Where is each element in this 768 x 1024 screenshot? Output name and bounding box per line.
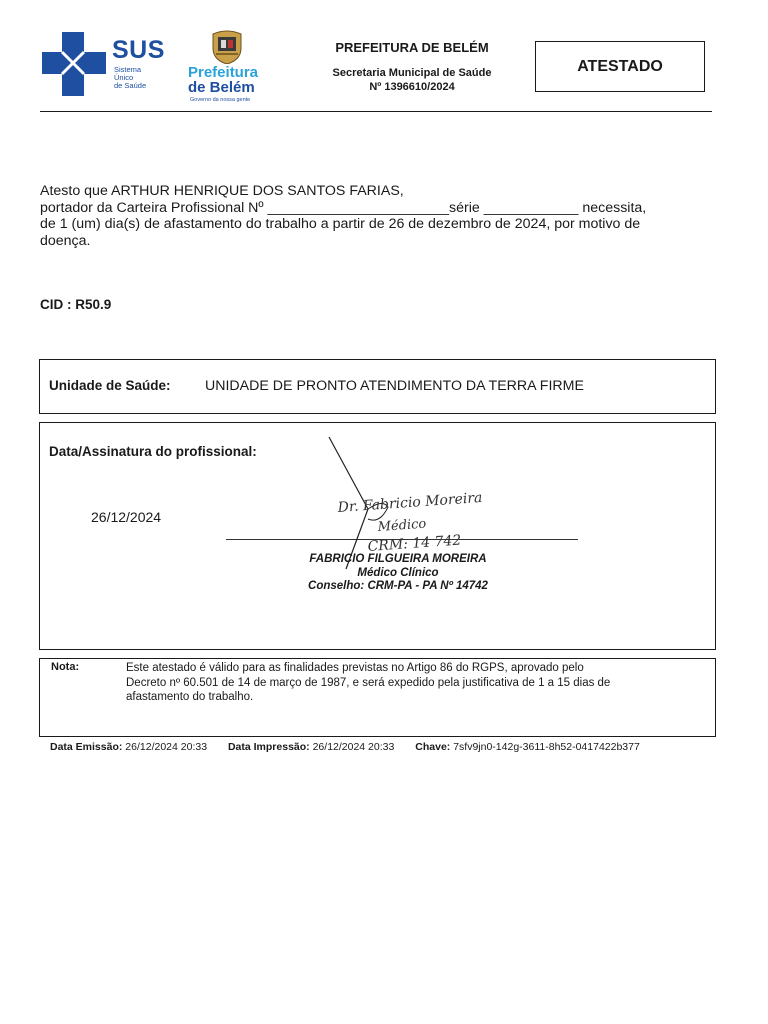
sus-acronym: SUS [112, 36, 165, 64]
document-number: Nº 1396610/2024 [369, 81, 455, 93]
stamp-crm: CRM: 14 742 [367, 532, 462, 555]
prefeitura-logo [186, 28, 268, 106]
note-box [39, 658, 716, 737]
emission-value: 26/12/2024 20:33 [125, 741, 208, 753]
note-label: Nota: [51, 661, 80, 673]
signature-label: Data/Assinatura do profissional: [49, 444, 257, 459]
document-type: ATESTADO [577, 57, 663, 75]
doctor-name: FABRICIO FILGUEIRA MOREIRA [309, 553, 487, 565]
department-name: Secretaria Municipal de Saúde [332, 67, 492, 79]
signature-date: 26/12/2024 [91, 509, 162, 525]
attestation-line: portador da Carteira Profissional Nº _______________________série ____________ necessita, [40, 199, 647, 216]
health-unit-value: UNIDADE DE PRONTO ATENDIMENTO DA TERRA FIRME [205, 378, 584, 394]
prefeitura-logo-tagline: Governo da nossa gente [190, 97, 251, 103]
header-divider [40, 111, 712, 112]
prefeitura-logo-line2: de Belém [188, 79, 255, 96]
prefeitura-logo-line1: Prefeitura [188, 64, 259, 81]
stamp-title: Médico [377, 516, 427, 535]
sus-subtitle: Sistema Único de Saúde [114, 65, 147, 90]
sus-logo [42, 30, 172, 96]
health-unit-label: Unidade de Saúde: [49, 378, 171, 393]
stamp-name: Dr. Fabricio Moreira [337, 489, 483, 516]
key-label: Chave: [415, 741, 451, 753]
attestation-line: de 1 (um) dia(s) de afastamento do trabalho a partir de 26 de dezembro de 2024, por motivo de [40, 216, 641, 232]
attestation-line: Atesto que ARTHUR HENRIQUE DOS SANTOS FARIAS, [40, 183, 404, 199]
note-text: Este atestado é válido para as finalidades previstas no Artigo 86 do RGPS, aprovado pelo Decreto nº 60.501 de 14 de março de 1987, e será expedido pela justificativa de 1 a 15 dias de afastamento do trabalho. [126, 662, 611, 703]
attestation-text [40, 183, 720, 249]
print-label: Data Impressão: [227, 741, 310, 753]
doctor-role: Médico Clínico [357, 567, 439, 579]
header-title: PREFEITURA DE BELÉM [335, 40, 489, 55]
header-subtitle [300, 66, 524, 94]
print-value: 26/12/2024 20:33 [312, 741, 395, 753]
sus-cross-icon [42, 32, 106, 96]
key-value: 7sfv9jn0-142g-3611-8h52-0417422b377 [453, 741, 640, 753]
health-unit-box [39, 359, 716, 414]
coat-of-arms-icon [210, 28, 244, 64]
cid-code: CID : R50.9 [40, 297, 112, 312]
footer-metadata [50, 741, 720, 753]
doctor-council: Conselho: CRM-PA - PA Nº 14742 [308, 580, 488, 592]
signature-box [39, 422, 716, 650]
emission-label: Data Emissão: [50, 741, 123, 753]
document-type-box [535, 41, 705, 92]
attestation-line: doença. [40, 232, 91, 249]
